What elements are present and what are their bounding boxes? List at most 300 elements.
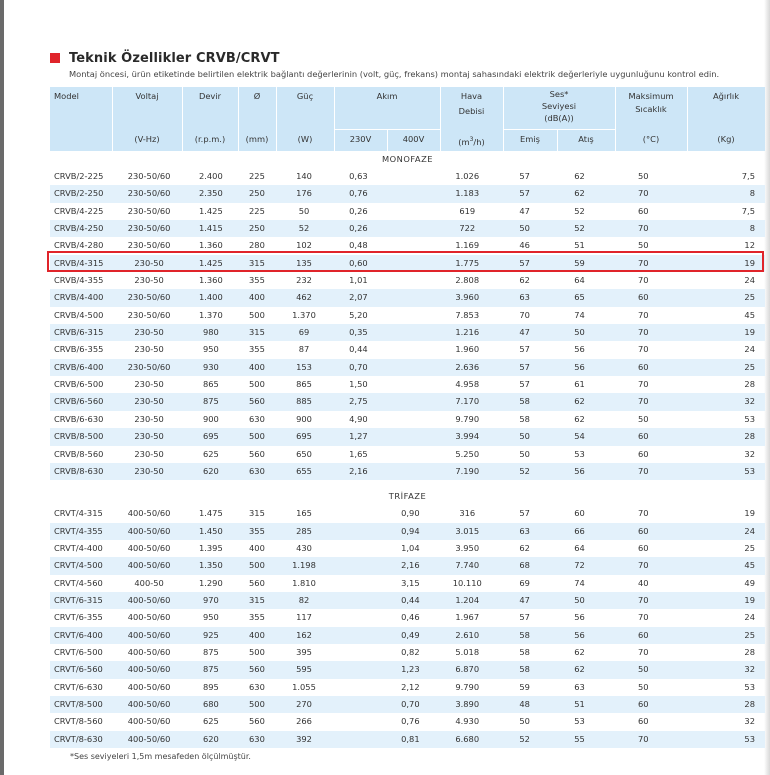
cell-ses-emis: 50 [519,223,530,234]
table-row [50,185,765,202]
cell-voltaj: 400-50/60 [127,716,171,727]
cell-maks-sicaklik: 60 [637,448,649,459]
cell-voltaj: 230-50/60 [127,188,171,199]
cell-model: CRVT/8-560 [54,716,103,727]
cell-cap: 225 [249,205,265,216]
cell-devir: 1.360 [198,275,223,286]
cell-maks-sicaklik: 70 [637,594,649,605]
cell-akim-230v: 2,07 [349,292,368,303]
table-row [50,341,765,358]
cell-akim-400v: 0,76 [401,716,420,727]
cell-devir: 925 [202,629,219,640]
cell-cap: 315 [249,594,265,605]
cell-voltaj: 400-50/60 [127,508,171,519]
cell-agirlik: 25 [744,292,755,303]
section-monofaze: MONOFAZE [381,154,434,164]
table-row [50,713,765,730]
cell-ses-atis: 53 [574,448,585,459]
cell-maks-sicaklik: 70 [637,465,649,476]
cell-voltaj: 230-50 [134,257,164,268]
cell-ses-emis: 62 [519,275,530,286]
cell-voltaj: 400-50/60 [127,612,171,623]
cell-maks-sicaklik: 70 [637,379,649,390]
page-title: Teknik Özellikler CRVB/CRVT [69,50,280,66]
cell-voltaj: 230-50/60 [127,205,171,216]
cell-model: CRVT/6-630 [54,681,103,692]
cell-agirlik: 19 [744,257,755,268]
cell-akim-230v: 0,35 [349,327,368,338]
cell-guc: 650 [296,448,312,459]
cell-voltaj: 400-50/60 [127,542,171,553]
cell-ses-emis: 58 [519,629,530,640]
cell-voltaj: 400-50/60 [127,525,171,536]
cell-agirlik: 32 [744,664,755,675]
cell-akim-400v [384,168,436,185]
col-cap: Ø [253,91,261,101]
cell-ses-atis: 64 [574,542,585,553]
cell-guc: 865 [296,379,312,390]
cell-devir: 2.400 [198,171,223,181]
cell-model: CRVB/4-500 [54,309,104,320]
cell-ses-atis: 50 [574,594,585,605]
highlighted-row-marker [47,251,764,272]
table-row [50,505,765,522]
cell-cap: 500 [249,698,265,709]
cell-akim-400v [384,289,436,306]
cell-hava-debisi: 7.740 [455,560,480,571]
cell-guc: 285 [296,525,312,536]
cell-agirlik: 24 [744,344,755,355]
cell-agirlik: 25 [744,542,755,553]
col-model: Model [54,91,79,101]
cell-akim-230v [332,609,384,626]
cell-guc: 69 [298,327,310,338]
cell-akim-230v: 4,90 [349,413,368,424]
cell-cap: 500 [249,431,265,442]
cell-ses-atis: 62 [574,413,585,424]
cell-maks-sicaklik: 60 [637,716,649,727]
cell-model: CRVB/6-560 [54,396,104,407]
cell-model: CRVB/4-250 [54,223,104,234]
cell-devir: 1.415 [198,223,223,234]
cell-ses-emis: 58 [519,646,530,657]
cell-ses-emis: 63 [519,525,530,536]
cell-akim-400v [384,272,436,289]
cell-devir: 875 [202,664,219,675]
cell-akim-400v: 1,04 [401,542,420,553]
cell-ses-emis: 69 [519,577,530,588]
cell-guc: 266 [296,716,312,727]
cell-cap: 630 [249,681,265,692]
cell-voltaj: 230-50/60 [127,240,171,251]
cell-akim-400v: 0,46 [401,612,420,623]
red-square-bullet-icon [50,53,60,63]
cell-maks-sicaklik: 70 [637,309,649,320]
cell-ses-emis: 59 [519,681,530,692]
table-row [50,168,765,185]
cell-ses-atis: 74 [574,309,585,320]
table-row [50,644,765,661]
cell-maks-sicaklik: 60 [637,542,649,553]
cell-agirlik: 49 [744,577,755,588]
cell-ses-emis: 57 [519,361,530,372]
cell-akim-400v [384,446,436,463]
cell-devir: 875 [202,396,219,407]
cell-ses-emis: 57 [519,171,530,181]
cell-akim-230v: 1,01 [349,275,368,286]
cell-hava-debisi: 7.170 [455,396,480,407]
cell-akim-400v [384,393,436,410]
table-row [50,523,765,540]
cell-cap: 355 [249,525,265,536]
cell-hava-debisi: 6.680 [455,733,480,744]
cell-model: CRVB/2-250 [54,188,104,199]
cell-maks-sicaklik: 70 [637,396,649,407]
cell-agirlik: 24 [744,612,755,623]
cell-akim-400v [384,376,436,393]
cell-maks-sicaklik: 70 [637,612,649,623]
page-left-edge [0,0,4,775]
cell-maks-sicaklik: 50 [637,171,649,181]
cell-ses-atis: 56 [574,629,585,640]
cell-cap: 630 [249,413,265,424]
cell-ses-emis: 62 [519,542,530,553]
cell-hava-debisi: 5.250 [455,448,480,459]
cell-cap: 630 [249,465,265,476]
cell-devir: 900 [202,413,219,424]
unit-atis: Atış [578,134,594,144]
cell-cap: 500 [249,560,265,571]
cell-voltaj: 230-50 [134,344,164,355]
cell-hava-debisi: 1.026 [455,171,480,181]
cell-agirlik: 25 [744,629,755,640]
cell-akim-230v: 0,48 [349,240,368,251]
cell-akim-400v: 3,15 [401,577,420,588]
cell-hava-debisi: 3.960 [455,292,480,303]
cell-ses-atis: 52 [574,205,585,216]
unit-230v: 230V [349,134,372,144]
cell-devir: 1.425 [198,257,223,268]
cell-ses-atis: 51 [574,698,585,709]
cell-maks-sicaklik: 70 [637,257,649,268]
cell-akim-230v: 5,20 [349,309,368,320]
cell-ses-emis: 58 [519,413,530,424]
cell-ses-atis: 66 [574,525,585,536]
cell-ses-emis: 57 [519,379,530,390]
col-agirlik: Ağırlık [712,91,740,101]
cell-ses-atis: 62 [574,396,585,407]
cell-ses-emis: 50 [519,431,530,442]
cell-maks-sicaklik: 70 [637,223,649,234]
cell-agirlik: 19 [744,327,755,338]
cell-akim-400v [384,428,436,445]
cell-hava-debisi: 1.183 [455,188,480,199]
col-sicaklik: Sıcaklık [635,104,667,114]
cell-voltaj: 400-50/60 [127,646,171,657]
cell-akim-400v [384,411,436,428]
cell-hava-debisi: 3.950 [455,542,480,553]
cell-voltaj: 230-50/60 [127,223,171,234]
table-row [50,627,765,644]
cell-akim-230v: 0,26 [349,205,368,216]
cell-model: CRVB/4-225 [54,205,104,216]
unit-agirlik: (Kg) [717,134,735,144]
cell-hava-debisi: 7.190 [455,465,480,476]
cell-akim-230v [332,505,384,522]
unit-guc: (W) [297,134,313,144]
cell-agirlik: 25 [744,361,755,372]
cell-guc: 392 [296,733,312,744]
col-voltaj: Voltaj [135,91,159,101]
cell-guc: 87 [298,344,310,355]
cell-agirlik: 24 [744,275,755,286]
cell-akim-400v [384,220,436,237]
cell-guc: 162 [296,629,312,640]
table-row [50,428,765,445]
table-row [50,289,765,306]
cell-akim-400v [384,324,436,341]
cell-model: CRVT/6-400 [54,629,103,640]
cell-guc: 176 [296,188,312,199]
cell-agirlik: 53 [744,465,755,476]
cell-devir: 620 [202,465,219,476]
cell-maks-sicaklik: 60 [637,431,649,442]
cell-maks-sicaklik: 60 [637,205,649,216]
cell-ses-emis: 58 [519,396,530,407]
cell-agirlik: 45 [744,560,755,571]
cell-devir: 970 [202,594,219,605]
cell-model: CRVT/4-560 [54,577,103,588]
cell-akim-230v [332,592,384,609]
table-row [50,696,765,713]
table-row [50,272,765,289]
table-row [50,661,765,678]
cell-devir: 1.360 [198,240,223,251]
cell-voltaj: 230-50 [134,327,164,338]
unit-voltaj: (V-Hz) [134,134,160,144]
unit-400v: 400V [402,134,425,144]
cell-agirlik: 32 [744,396,755,407]
cell-devir: 680 [202,698,219,709]
cell-ses-atis: 56 [574,465,585,476]
cell-maks-sicaklik: 70 [637,327,649,338]
cell-guc: 102 [296,240,312,251]
cell-devir: 625 [202,448,219,459]
cell-akim-230v [332,696,384,713]
cell-ses-atis: 62 [574,646,585,657]
col-devir: Devir [198,91,222,101]
cell-hava-debisi: 1.775 [455,257,480,268]
cell-maks-sicaklik: 70 [637,344,649,355]
cell-cap: 400 [249,542,265,553]
cell-ses-atis: 62 [574,664,585,675]
cell-model: CRVT/6-355 [54,612,103,623]
cell-model: CRVB/6-400 [54,361,104,372]
cell-maks-sicaklik: 50 [637,240,649,251]
cell-voltaj: 400-50/60 [127,664,171,675]
cell-model: CRVB/6-500 [54,379,104,390]
cell-ses-emis: 57 [519,344,530,355]
cell-guc: 140 [296,171,312,181]
cell-cap: 560 [249,396,265,407]
col-dba: (dB(A)) [544,113,574,123]
cell-akim-230v: 0,70 [349,361,368,372]
table-header [50,87,765,151]
cell-devir: 1.400 [198,292,223,303]
table-row [50,411,765,428]
table-row [50,220,765,237]
cell-ses-emis: 47 [519,594,530,605]
cell-ses-atis: 62 [574,188,585,199]
cell-model: CRVB/6-315 [54,327,104,338]
cell-agirlik: 28 [744,379,755,390]
cell-model: CRVB/4-315 [54,257,104,268]
table-row [50,203,765,220]
cell-maks-sicaklik: 60 [637,698,649,709]
cell-guc: 153 [296,361,312,372]
cell-akim-230v: 2,16 [349,465,368,476]
cell-guc: 462 [296,292,312,303]
cell-devir: 1.425 [198,205,223,216]
cell-model: CRVT/8-630 [54,733,103,744]
cell-cap: 315 [249,257,265,268]
cell-cap: 400 [249,629,265,640]
cell-ses-atis: 65 [574,292,585,303]
table-row [50,307,765,324]
cell-ses-atis: 74 [574,577,585,588]
cell-akim-400v [384,307,436,324]
cell-akim-400v [384,185,436,202]
cell-guc: 900 [296,413,312,424]
cell-ses-emis: 48 [519,698,530,709]
cell-hava-debisi: 2.808 [455,275,480,286]
cell-ses-atis: 63 [574,681,585,692]
cell-guc: 50 [298,205,310,216]
cell-voltaj: 230-50 [134,275,164,286]
cell-cap: 500 [249,309,265,320]
table-row [50,540,765,557]
cell-hava-debisi: 4.930 [455,716,480,727]
cell-ses-atis: 50 [574,327,585,338]
cell-akim-230v: 1,50 [349,379,368,390]
cell-cap: 630 [249,733,265,744]
cell-cap: 250 [249,223,265,234]
cell-akim-230v [332,575,384,592]
cell-ses-emis: 47 [519,205,530,216]
cell-akim-230v: 0,63 [349,171,368,181]
cell-akim-400v: 0,90 [401,508,420,519]
cell-ses-atis: 55 [574,733,585,744]
cell-devir: 1.350 [198,560,223,571]
cell-akim-400v: 2,12 [401,681,420,692]
cell-voltaj: 230-50/60 [127,309,171,320]
cell-ses-emis: 50 [519,448,530,459]
cell-guc: 270 [296,698,312,709]
cell-akim-230v: 2,75 [349,396,368,407]
cell-akim-400v: 0,44 [401,594,420,605]
cell-agirlik: 53 [744,413,755,424]
cell-voltaj: 230-50/60 [127,292,171,303]
cell-ses-emis: 57 [519,188,530,199]
cell-akim-400v: 0,82 [401,646,420,657]
cell-ses-emis: 52 [519,465,530,476]
table-row [50,575,765,592]
cell-hava-debisi: 1.967 [455,612,480,623]
cell-guc: 52 [298,223,310,234]
cell-hava-debisi: 9.790 [455,413,480,424]
cell-hava-debisi: 3.994 [455,431,480,442]
cell-ses-atis: 61 [574,379,585,390]
cell-ses-emis: 57 [519,257,530,268]
cell-devir: 1.450 [198,525,223,536]
cell-voltaj: 400-50 [134,577,164,588]
spec-table [50,87,765,748]
cell-cap: 315 [249,508,265,519]
title-row [50,50,280,66]
cell-voltaj: 400-50/60 [127,594,171,605]
cell-akim-230v: 0,60 [349,257,368,268]
cell-model: CRVB/6-630 [54,413,104,424]
cell-cap: 225 [249,171,265,181]
cell-maks-sicaklik: 70 [637,188,649,199]
cell-ses-atis: 54 [574,431,585,442]
col-seviyesi: Seviyesi [541,101,577,111]
cell-ses-emis: 52 [519,733,530,744]
table-row [50,731,765,748]
cell-agirlik: 45 [744,309,755,320]
cell-model: CRVB/8-500 [54,431,104,442]
cell-hava-debisi: 9.790 [455,681,480,692]
table-row [50,324,765,341]
cell-maks-sicaklik: 60 [637,361,649,372]
cell-devir: 1.370 [198,309,223,320]
cell-devir: 950 [202,612,219,623]
cell-voltaj: 230-50 [134,448,164,459]
cell-maks-sicaklik: 70 [637,275,649,286]
col-maksimum: Maksimum [628,91,674,101]
cell-maks-sicaklik: 70 [637,508,649,519]
cell-akim-400v [384,203,436,220]
cell-guc: 232 [296,275,312,286]
cell-maks-sicaklik: 40 [637,577,649,588]
cell-ses-atis: 56 [574,344,585,355]
cell-ses-emis: 68 [519,560,530,571]
cell-akim-230v [332,627,384,644]
cell-guc: 165 [296,508,312,519]
cell-hava-debisi: 619 [459,205,476,216]
cell-agirlik: 53 [744,733,755,744]
cell-ses-atis: 53 [574,716,585,727]
cell-voltaj: 400-50/60 [127,733,171,744]
cell-devir: 1.395 [198,542,223,553]
cell-model: CRVT/6-500 [54,646,103,657]
cell-devir: 895 [202,681,219,692]
cell-agirlik: 32 [744,716,755,727]
cell-ses-atis: 52 [574,223,585,234]
cell-maks-sicaklik: 50 [637,664,649,675]
cell-voltaj: 230-50 [134,379,164,390]
table-row [50,359,765,376]
cell-hava-debisi: 1.216 [455,327,480,338]
cell-ses-atis: 59 [574,257,585,268]
cell-hava-debisi: 1.169 [455,240,480,251]
cell-agirlik: 28 [744,646,755,657]
cell-guc: 82 [298,594,310,605]
cell-maks-sicaklik: 70 [637,646,649,657]
cell-guc: 885 [296,396,312,407]
cell-cap: 560 [249,664,265,675]
cell-agirlik: 12 [744,240,755,251]
